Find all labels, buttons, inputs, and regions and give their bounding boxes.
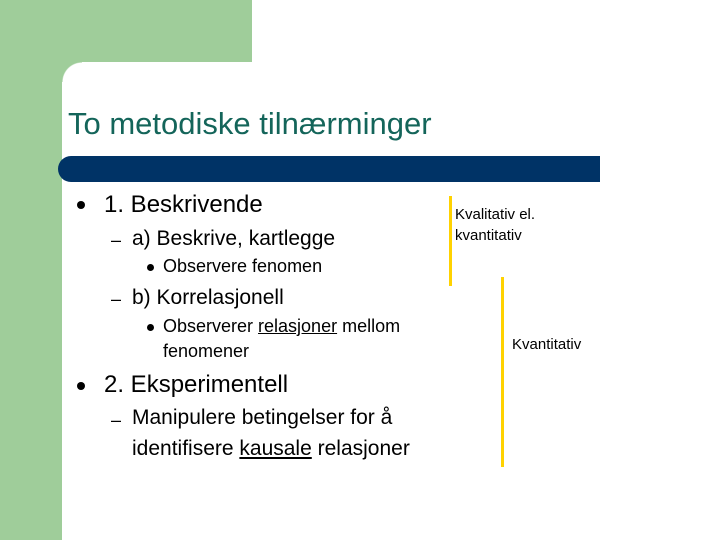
bullet-dot-icon xyxy=(147,324,154,331)
sub-bullet-korrelasjonell: b) Korrelasjonell xyxy=(132,286,284,309)
side-label-kvantitativ: kvantitativ xyxy=(455,227,522,244)
slide-title: To metodiske tilnærminger xyxy=(68,106,432,141)
sub-sub-bullet-observerer xyxy=(163,316,400,337)
dash-icon: – xyxy=(111,230,122,250)
title-underline-bar xyxy=(58,156,600,182)
side-label-kvalitativ: Kvalitativ el. xyxy=(455,206,536,223)
text-relasjoner-2: relasjoner xyxy=(311,437,410,460)
text-identifisere: identifisere xyxy=(132,437,240,460)
bullet-beskrivende: 1. Beskrivende xyxy=(104,191,263,218)
sub-sub-bullet-observere: Observere fenomen xyxy=(163,256,323,276)
sub-bullet-manipulere: Manipulere betingelser for å xyxy=(132,406,393,429)
bullet-dot-icon xyxy=(77,201,85,209)
text-relasjoner: relasjoner xyxy=(258,316,338,336)
text-mellom: mellom xyxy=(337,316,401,336)
text-kausale: kausale xyxy=(239,437,312,460)
sub-bullet-identifisere xyxy=(132,437,410,461)
text-observerer: Observerer xyxy=(163,316,259,336)
dash-icon: – xyxy=(111,289,122,309)
sub-sub-bullet-fenomener: fenomener xyxy=(163,341,250,361)
divider-top xyxy=(449,196,452,286)
bullet-dot-icon xyxy=(77,382,85,390)
bullet-eksperimentell: 2. Eksperimentell xyxy=(104,371,289,398)
bullet-dot-icon xyxy=(147,264,154,271)
decorative-green-corner xyxy=(62,62,82,82)
dash-icon: – xyxy=(111,410,122,430)
sub-bullet-beskrive: a) Beskrive, kartlegge xyxy=(132,227,336,250)
divider-bottom xyxy=(501,277,504,467)
side-label-kvantitativ-bottom: Kvantitativ xyxy=(512,336,582,353)
decorative-green-left xyxy=(0,0,62,540)
